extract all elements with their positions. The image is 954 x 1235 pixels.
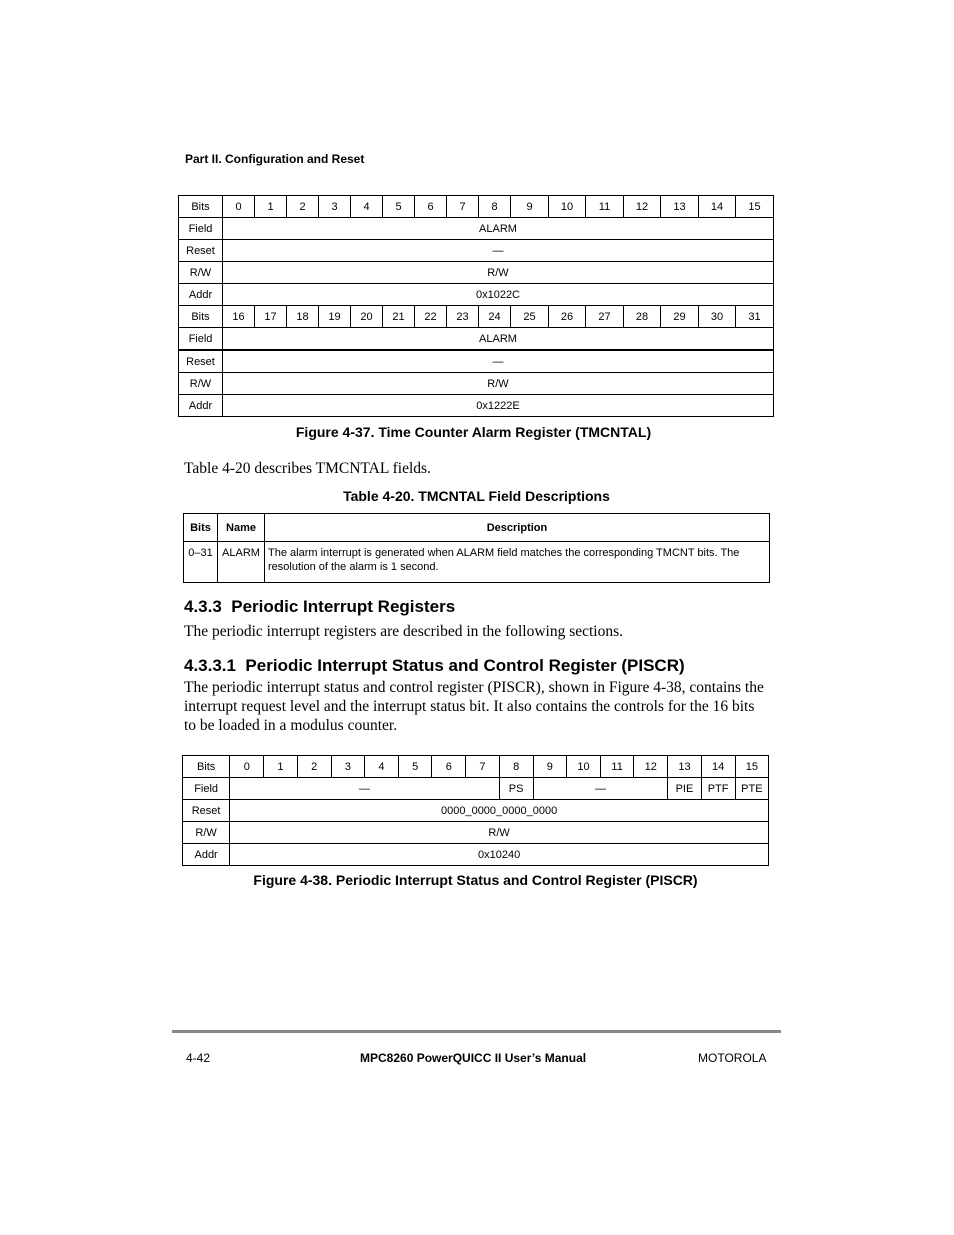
table-4-20-caption: Table 4-20. TMCNTAL Field Descriptions [343, 488, 610, 504]
bit-number-cell: 21 [383, 306, 415, 328]
bit-number-cell: 23 [447, 306, 479, 328]
bit-number-cell: 5 [399, 756, 432, 778]
bit-number-cell: 15 [735, 756, 768, 778]
bit-number-cell: 2 [287, 196, 319, 218]
row-label: Addr [179, 284, 223, 306]
field-row-low [179, 328, 774, 351]
reset-value-high: — [223, 240, 774, 262]
bit-number-cell: 7 [447, 196, 479, 218]
bit-number-cell: 13 [668, 756, 701, 778]
bit-number-cell: 3 [319, 196, 351, 218]
bit-number-cell: 11 [586, 196, 624, 218]
row-label: Reset [179, 350, 223, 373]
part-header: Part II. Configuration and Reset [185, 152, 365, 166]
row-label: Reset [183, 800, 230, 822]
piscr-field-row [183, 778, 769, 800]
table-4-20 [183, 513, 770, 583]
bit-number-cell: 25 [511, 306, 549, 328]
bit-number-cell: 18 [287, 306, 319, 328]
bit-number-cell: 3 [331, 756, 364, 778]
bit-number-cell: 8 [479, 196, 511, 218]
row-label: R/W [183, 822, 230, 844]
column-header-bits: Bits [184, 514, 218, 542]
alarm-field-high: ALARM [223, 218, 774, 240]
bit-number-cell: 19 [319, 306, 351, 328]
cell-name: ALARM [218, 542, 265, 583]
field-reserved-9-12: — [533, 778, 668, 800]
bit-number-cell: 14 [701, 756, 735, 778]
row-label: Bits [179, 306, 223, 328]
piscr-rw-row [183, 822, 769, 844]
rw-row-high [179, 262, 774, 284]
cell-bits: 0–31 [184, 542, 218, 583]
piscr-reset-row [183, 800, 769, 822]
footer-company: MOTOROLA [698, 1051, 767, 1065]
reset-row-high [179, 240, 774, 262]
row-label: Bits [183, 756, 230, 778]
section-4-3-3-1-body: The periodic interrupt status and control register (PISCR), shown in Figure 4-38, contains the interrupt request level and the interrupt status bit. It also contains the controls for the 16 bits to be loaded in a modulus counter. [184, 679, 764, 734]
cell-description: The alarm interrupt is generated when ALARM field matches the corresponding TMCNT bits. The resolution of the alarm is 1 second. [265, 542, 770, 583]
bit-number-cell: 16 [223, 306, 255, 328]
figure-37-caption: Figure 4-37. Time Counter Alarm Register (TMCNTAL) [295, 424, 652, 440]
field-row-high [179, 218, 774, 240]
bit-number-cell: 14 [699, 196, 736, 218]
field-ptf: PTF [701, 778, 735, 800]
bit-number-cell: 11 [601, 756, 634, 778]
field-pte: PTE [735, 778, 768, 800]
piscr-bits-row [183, 756, 769, 778]
bit-number-cell: 12 [634, 756, 668, 778]
row-label: Field [183, 778, 230, 800]
footer-manual-title: MPC8260 PowerQUICC II User’s Manual [360, 1051, 587, 1065]
bits-row-low [179, 306, 774, 328]
reset-value-low: — [223, 350, 774, 373]
bit-number-cell: 7 [466, 756, 499, 778]
bit-number-cell: 22 [415, 306, 447, 328]
addr-value-high: 0x1022C [223, 284, 774, 306]
bit-number-cell: 6 [415, 196, 447, 218]
alarm-field-low: ALARM [223, 328, 774, 351]
bits-row-high [179, 196, 774, 218]
bit-number-cell: 15 [736, 196, 774, 218]
section-4-3-3-heading: 4.3.3 Periodic Interrupt Registers [184, 597, 456, 616]
bit-number-cell: 8 [499, 756, 533, 778]
reset-value: 0000_0000_0000_0000 [230, 800, 769, 822]
bit-number-cell: 30 [699, 306, 736, 328]
table-row [184, 542, 770, 583]
bit-number-cell: 9 [511, 196, 549, 218]
field-pie: PIE [668, 778, 701, 800]
field-ps: PS [499, 778, 533, 800]
rw-value-low: R/W [223, 373, 774, 395]
bit-number-cell: 10 [549, 196, 586, 218]
rw-value-high: R/W [223, 262, 774, 284]
footer-rule [172, 1030, 781, 1033]
tmcntal-register-table [178, 195, 774, 417]
bit-number-cell: 0 [223, 196, 255, 218]
section-4-3-3-body: The periodic interrupt registers are described in the following sections. [184, 623, 624, 640]
reset-row-low [179, 350, 774, 373]
rw-value: R/W [230, 822, 769, 844]
column-header-name: Name [218, 514, 265, 542]
bit-number-cell: 4 [364, 756, 398, 778]
addr-value-low: 0x1222E [223, 395, 774, 417]
bit-number-cell: 4 [351, 196, 383, 218]
bit-number-cell: 24 [479, 306, 511, 328]
field-reserved-0-7: — [230, 778, 499, 800]
table-header-row [184, 514, 770, 542]
intro-sentence: Table 4-20 describes TMCNTAL fields. [184, 460, 431, 477]
row-label: Bits [179, 196, 223, 218]
addr-value: 0x10240 [230, 844, 769, 866]
bit-number-cell: 31 [736, 306, 774, 328]
row-label: Field [179, 218, 223, 240]
row-label: R/W [179, 262, 223, 284]
bit-number-cell: 0 [230, 756, 264, 778]
addr-row-low [179, 395, 774, 417]
row-label: Field [179, 328, 223, 351]
bit-number-cell: 13 [661, 196, 699, 218]
bit-number-cell: 9 [533, 756, 566, 778]
footer-page-number: 4-42 [186, 1051, 211, 1065]
bit-number-cell: 29 [661, 306, 699, 328]
figure-38-caption: Figure 4-38. Periodic Interrupt Status and Control Register (PISCR) [253, 872, 698, 888]
bit-number-cell: 2 [297, 756, 331, 778]
bit-number-cell: 1 [255, 196, 287, 218]
bit-number-cell: 20 [351, 306, 383, 328]
bit-number-cell: 26 [549, 306, 586, 328]
bit-number-cell: 5 [383, 196, 415, 218]
row-label: Addr [183, 844, 230, 866]
piscr-register-table [182, 755, 769, 866]
piscr-addr-row [183, 844, 769, 866]
row-label: Reset [179, 240, 223, 262]
section-4-3-3-1-heading: 4.3.3.1 Periodic Interrupt Status and Control Register (PISCR) [184, 656, 685, 675]
bit-number-cell: 12 [624, 196, 661, 218]
bit-number-cell: 1 [264, 756, 297, 778]
bit-number-cell: 28 [624, 306, 661, 328]
row-label: R/W [179, 373, 223, 395]
bit-number-cell: 6 [432, 756, 466, 778]
bit-number-cell: 27 [586, 306, 624, 328]
addr-row-high [179, 284, 774, 306]
column-header-description: Description [265, 514, 770, 542]
row-label: Addr [179, 395, 223, 417]
bit-number-cell: 10 [566, 756, 600, 778]
bit-number-cell: 17 [255, 306, 287, 328]
rw-row-low [179, 373, 774, 395]
